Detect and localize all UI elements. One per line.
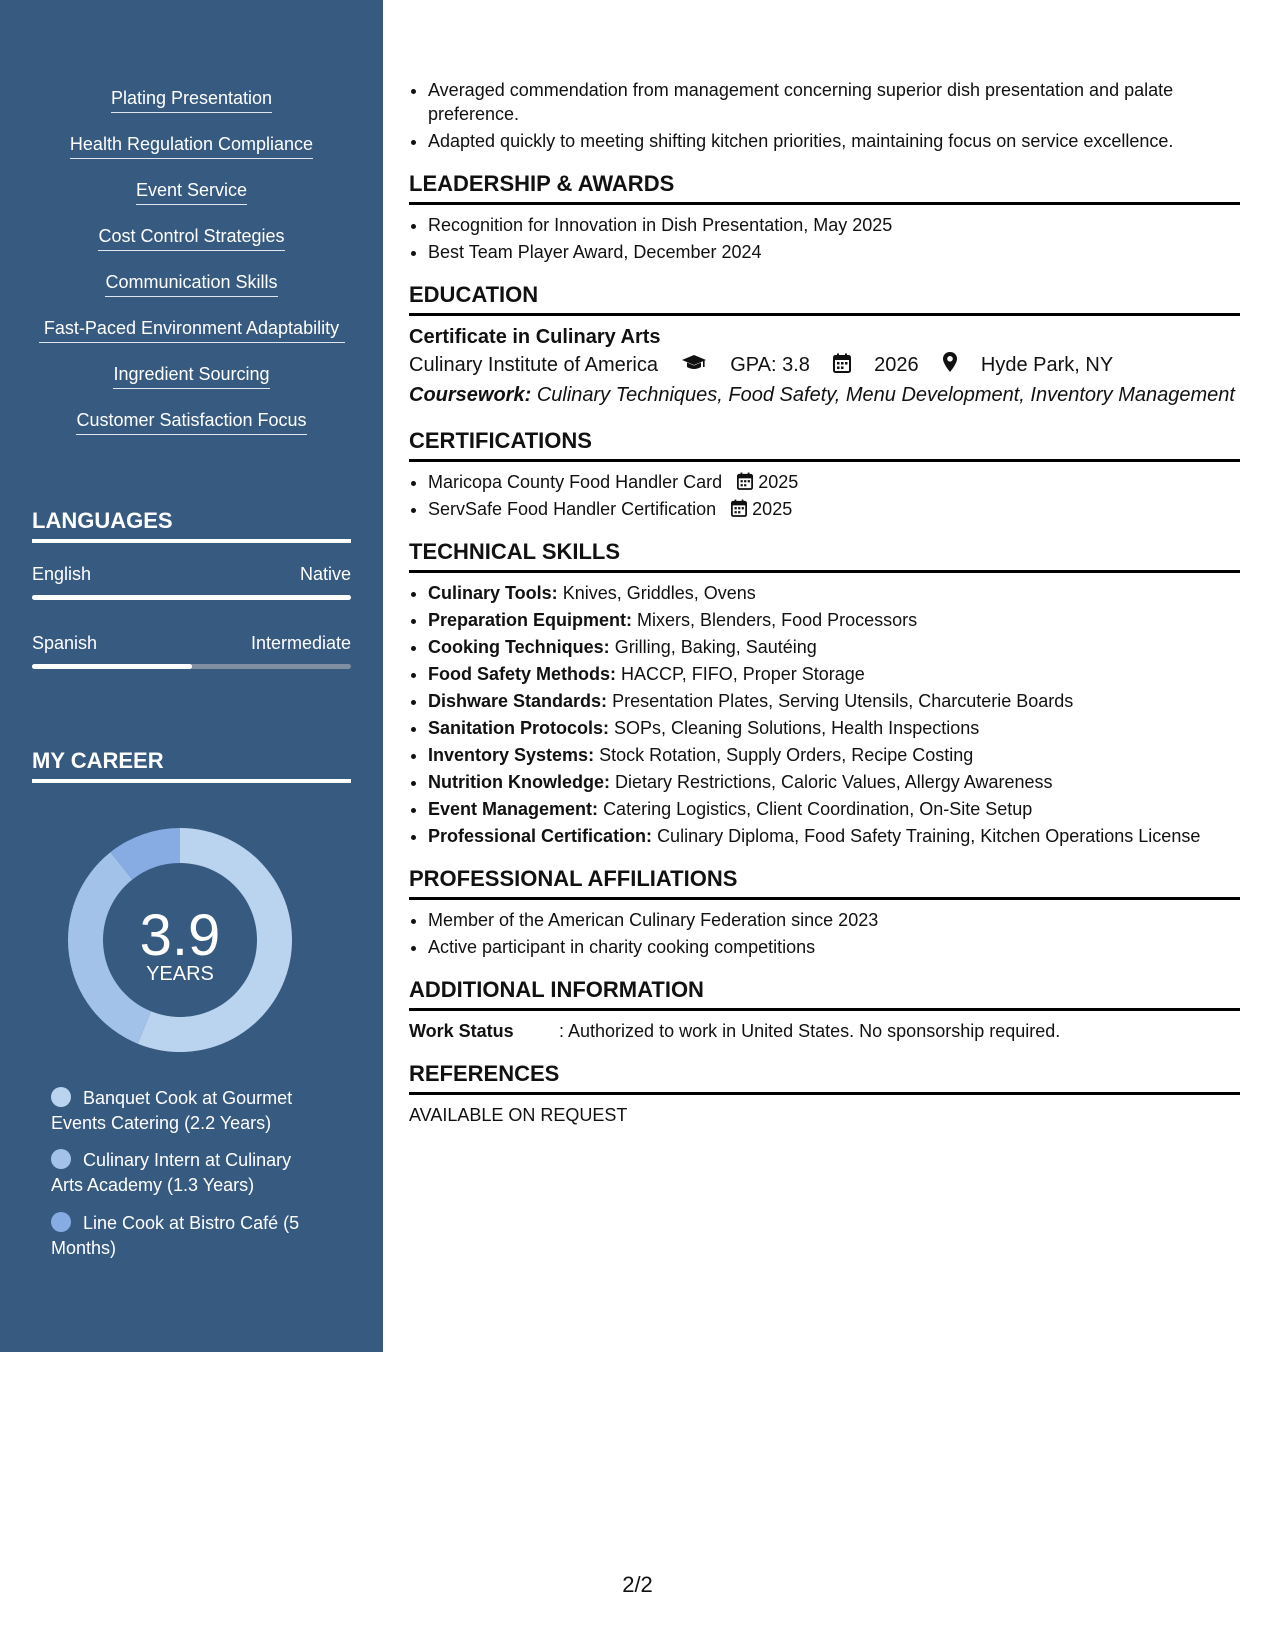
list-item: • Best Team Player Award, December 2024 — [428, 240, 1240, 264]
skill-label: Sanitation Protocols: — [428, 718, 610, 738]
list-item — [428, 716, 1240, 740]
section-heading-certifications: CERTIFICATIONS — [409, 428, 1240, 462]
experience-bullets — [409, 78, 1240, 153]
education-location: Hyde Park, NY — [980, 354, 1114, 376]
skill-value: Knives, Griddles, Ovens — [562, 583, 756, 603]
list-item — [428, 824, 1240, 848]
list-item: • Member of the American Culinary Federation since 2023 — [428, 908, 1240, 932]
skill-label: Inventory Systems: — [428, 745, 595, 765]
section-heading-technical-skills: TECHNICAL SKILLS — [409, 539, 1240, 573]
certification-year: 2025 — [758, 472, 799, 492]
skill-value: Catering Logistics, Client Coordination, On-Site Setup — [603, 799, 1033, 819]
calendar-icon — [737, 472, 753, 490]
education-details — [409, 350, 1240, 380]
list-item — [428, 497, 1240, 521]
list-item: • Active participant in charity cooking competitions — [428, 935, 1240, 959]
language-bar-fill — [32, 595, 351, 600]
career-legend-dot — [51, 1212, 71, 1232]
skill-label: Preparation Equipment: — [428, 610, 633, 630]
language-bar-fill — [32, 664, 192, 669]
language-bar-english — [32, 595, 351, 600]
sidebar — [0, 0, 383, 1352]
section-heading-leadership: LEADERSHIP & AWARDS — [409, 171, 1240, 205]
section-heading-affiliations: PROFESSIONAL AFFILIATIONS — [409, 866, 1240, 900]
education-school: Culinary Institute of America — [409, 354, 658, 376]
skill-value: HACCP, FIFO, Proper Storage — [621, 664, 865, 684]
skill-value: Presentation Plates, Serving Utensils, Charcuterie Boards — [612, 691, 1074, 711]
skill-value: Stock Rotation, Supply Orders, Recipe Costing — [599, 745, 974, 765]
section-heading-references: REFERENCES — [409, 1061, 1240, 1095]
section-heading-education: EDUCATION — [409, 282, 1240, 316]
certification-name: ServSafe Food Handler Certification — [428, 499, 717, 519]
references-text: AVAILABLE ON REQUEST — [409, 1105, 628, 1125]
skill-label: Event Management: — [428, 799, 599, 819]
certifications-list — [409, 470, 1240, 521]
skill-item: Customer Satisfaction Focus — [76, 408, 306, 435]
work-status-row — [409, 1019, 1240, 1043]
main-content — [409, 78, 1240, 1127]
career-item-text: Banquet Cook at Gourmet Events Catering (2.2 Years) — [51, 1088, 293, 1133]
list-item — [428, 662, 1240, 686]
career-item — [51, 1148, 321, 1198]
list-item — [428, 689, 1240, 713]
languages-heading: LANGUAGES — [32, 508, 351, 543]
language-level: Intermediate — [250, 633, 351, 653]
list-item — [428, 470, 1240, 494]
education-entry — [409, 324, 1240, 410]
education-year: 2026 — [874, 354, 919, 376]
education-degree: Certificate in Culinary Arts — [409, 326, 661, 348]
skill-list — [0, 86, 383, 435]
language-row-spanish — [32, 633, 351, 654]
skill-label: Cooking Techniques: — [428, 637, 610, 657]
list-item: • Averaged commendation from management concerning superior dish presentation and palate preference. — [428, 78, 1240, 126]
skill-value: Grilling, Baking, Sautéing — [614, 637, 817, 657]
location-pin-icon — [942, 351, 958, 373]
skill-value: Culinary Diploma, Food Safety Training, Kitchen Operations License — [657, 826, 1201, 846]
graduation-cap-icon — [681, 353, 707, 373]
skill-item: Plating Presentation — [111, 86, 272, 113]
career-donut-slice — [68, 852, 151, 1044]
technical-skills-list — [409, 581, 1240, 848]
career-donut-chart — [67, 827, 293, 1053]
skill-item: Communication Skills — [105, 270, 277, 297]
career-legend-dot — [51, 1087, 71, 1107]
language-name: Spanish — [32, 633, 98, 653]
list-item — [428, 743, 1240, 767]
page-number: 2/2 — [622, 1572, 653, 1597]
skill-item: Fast-Paced Environment Adaptability — [39, 316, 345, 343]
calendar-icon — [731, 499, 747, 517]
skill-label: Food Safety Methods: — [428, 664, 616, 684]
language-level: Native — [299, 564, 351, 584]
education-gpa: GPA: 3.8 — [730, 354, 810, 376]
work-status-value: : Authorized to work in United States. No sponsorship required. — [559, 1021, 1061, 1041]
career-item — [51, 1086, 321, 1136]
career-item — [51, 1211, 321, 1261]
career-heading: MY CAREER — [32, 748, 351, 783]
coursework-list: Culinary Techniques, Food Safety, Menu Development, Inventory Management — [536, 384, 1235, 406]
career-legend-dot — [51, 1149, 71, 1169]
list-item — [428, 608, 1240, 632]
skill-item: Health Regulation Compliance — [70, 132, 313, 159]
language-row-english — [32, 564, 351, 585]
certification-year: 2025 — [752, 499, 793, 519]
list-item: • Adapted quickly to meeting shifting kitchen priorities, maintaining focus on service excellence. — [428, 129, 1240, 153]
skill-label: Dishware Standards: — [428, 691, 608, 711]
career-total: 3.9 — [139, 903, 221, 968]
list-item — [428, 770, 1240, 794]
career-item-text: Line Cook at Bistro Café (5 Months) — [51, 1213, 300, 1258]
coursework-label: Coursework: — [409, 384, 532, 406]
list-item — [428, 797, 1240, 821]
skill-item: Event Service — [136, 178, 247, 205]
skill-value: SOPs, Cleaning Solutions, Health Inspections — [614, 718, 980, 738]
leadership-list — [409, 213, 1240, 264]
affiliations-list — [409, 908, 1240, 959]
skill-value: Mixers, Blenders, Food Processors — [637, 610, 918, 630]
skill-value: Dietary Restrictions, Caloric Values, Allergy Awareness — [615, 772, 1053, 792]
skill-label: Nutrition Knowledge: — [428, 772, 610, 792]
list-item: • Recognition for Innovation in Dish Presentation, May 2025 — [428, 213, 1240, 237]
work-status-label: Work Status — [409, 1021, 514, 1041]
list-item — [428, 635, 1240, 659]
certification-name: Maricopa County Food Handler Card — [428, 472, 723, 492]
career-unit: YEARS — [146, 963, 214, 985]
skill-item: Cost Control Strategies — [98, 224, 284, 251]
career-item-text: Culinary Intern at Culinary Arts Academy (1.3 Years) — [51, 1150, 292, 1195]
skill-label: Culinary Tools: — [428, 583, 558, 603]
language-bar-spanish — [32, 664, 351, 669]
section-heading-additional-info: ADDITIONAL INFORMATION — [409, 977, 1240, 1011]
language-name: English — [32, 564, 92, 584]
education-coursework — [409, 380, 1240, 410]
list-item — [428, 581, 1240, 605]
skill-label: Professional Certification: — [428, 826, 653, 846]
calendar-icon — [833, 353, 851, 373]
skill-item: Ingredient Sourcing — [113, 362, 269, 389]
